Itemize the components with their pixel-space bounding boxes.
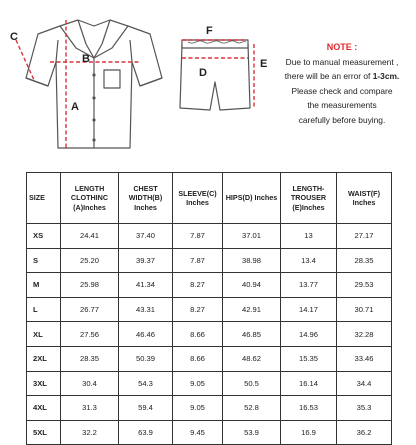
header-size: SIZE [27, 173, 61, 224]
shorts-illustration [180, 40, 250, 110]
value-cell: 36.2 [337, 420, 392, 445]
value-cell: 13 [281, 224, 337, 249]
value-cell: 46.85 [223, 322, 281, 347]
value-cell: 41.34 [119, 273, 173, 298]
value-cell: 32.2 [61, 420, 119, 445]
value-cell: 7.87 [173, 224, 223, 249]
size-cell: 4XL [27, 396, 61, 421]
size-cell: XL [27, 322, 61, 347]
size-cell: L [27, 297, 61, 322]
table-row [27, 371, 392, 396]
value-cell: 54.3 [119, 371, 173, 396]
value-cell: 46.46 [119, 322, 173, 347]
header-waist: WAIST(F) Inches [337, 173, 392, 224]
value-cell: 37.01 [223, 224, 281, 249]
value-cell: 27.56 [61, 322, 119, 347]
label-a: A [71, 101, 79, 113]
label-d: D [199, 67, 207, 79]
label-f: F [206, 25, 213, 37]
value-cell: 8.27 [173, 273, 223, 298]
value-cell: 13.77 [281, 273, 337, 298]
table-row [27, 224, 392, 249]
value-cell: 8.66 [173, 322, 223, 347]
label-b: B [82, 53, 90, 65]
note-line-3: Please check and compare [291, 85, 393, 96]
table-row [27, 297, 392, 322]
value-cell: 7.87 [173, 248, 223, 273]
size-chart-table [26, 172, 392, 445]
size-cell: 3XL [27, 371, 61, 396]
value-cell: 53.9 [223, 420, 281, 445]
header-sleeve: SLEEVE(C) Inches [173, 173, 223, 224]
value-cell: 24.41 [61, 224, 119, 249]
value-cell: 43.31 [119, 297, 173, 322]
value-cell: 38.98 [223, 248, 281, 273]
header-length-clothing: LENGTH CLOTHINC (A)Inches [61, 173, 119, 224]
header-hips: HIPS(D) Inches [223, 173, 281, 224]
value-cell: 15.35 [281, 346, 337, 371]
value-cell: 31.3 [61, 396, 119, 421]
table-row [27, 248, 392, 273]
value-cell: 9.05 [173, 396, 223, 421]
table-row [27, 273, 392, 298]
table-row [27, 322, 392, 347]
value-cell: 63.9 [119, 420, 173, 445]
value-cell: 35.3 [337, 396, 392, 421]
value-cell: 28.35 [61, 346, 119, 371]
value-cell: 8.27 [173, 297, 223, 322]
value-cell: 50.39 [119, 346, 173, 371]
note-error-range: 1-3cm. [372, 71, 400, 81]
value-cell: 59.4 [119, 396, 173, 421]
value-cell: 52.8 [223, 396, 281, 421]
value-cell: 32.28 [337, 322, 392, 347]
value-cell: 30.4 [61, 371, 119, 396]
note-line-2 [278, 69, 406, 84]
value-cell: 42.91 [223, 297, 281, 322]
value-cell: 48.62 [223, 346, 281, 371]
value-cell: 14.17 [281, 297, 337, 322]
value-cell: 9.05 [173, 371, 223, 396]
value-cell: 16.53 [281, 396, 337, 421]
value-cell: 30.71 [337, 297, 392, 322]
value-cell: 8.66 [173, 346, 223, 371]
value-cell: 25.20 [61, 248, 119, 273]
value-cell: 16.9 [281, 420, 337, 445]
note-line-5: carefully before buying. [298, 114, 386, 125]
note-line-4: the measurements [307, 100, 377, 110]
note-line-2-text: there will be an error of [284, 71, 373, 81]
shirt-illustration [26, 20, 162, 148]
table-row [27, 420, 392, 445]
label-c: C [10, 31, 18, 43]
value-cell: 16.14 [281, 371, 337, 396]
size-cell: 5XL [27, 420, 61, 445]
value-cell: 40.94 [223, 273, 281, 298]
value-cell: 50.5 [223, 371, 281, 396]
measurement-note [278, 40, 406, 127]
value-cell: 37.40 [119, 224, 173, 249]
size-cell: S [27, 248, 61, 273]
value-cell: 25.98 [61, 273, 119, 298]
value-cell: 34.4 [337, 371, 392, 396]
value-cell: 29.53 [337, 273, 392, 298]
table-header-row [27, 173, 392, 224]
size-cell: 2XL [27, 346, 61, 371]
value-cell: 39.37 [119, 248, 173, 273]
size-cell: M [27, 273, 61, 298]
value-cell: 33.46 [337, 346, 392, 371]
note-line-1: Due to manual measurement , [285, 56, 399, 67]
table-row [27, 396, 392, 421]
table-row [27, 346, 392, 371]
value-cell: 13.4 [281, 248, 337, 273]
label-e: E [260, 58, 268, 70]
value-cell: 27.17 [337, 224, 392, 249]
header-length-trouser: LENGTH-TROUSER (E)Inches [281, 173, 337, 224]
value-cell: 9.45 [173, 420, 223, 445]
note-title: NOTE : [326, 42, 358, 52]
value-cell: 28.35 [337, 248, 392, 273]
header-chest-width: CHEST WIDTH(B) Inches [119, 173, 173, 224]
value-cell: 14.96 [281, 322, 337, 347]
value-cell: 26.77 [61, 297, 119, 322]
size-cell: XS [27, 224, 61, 249]
